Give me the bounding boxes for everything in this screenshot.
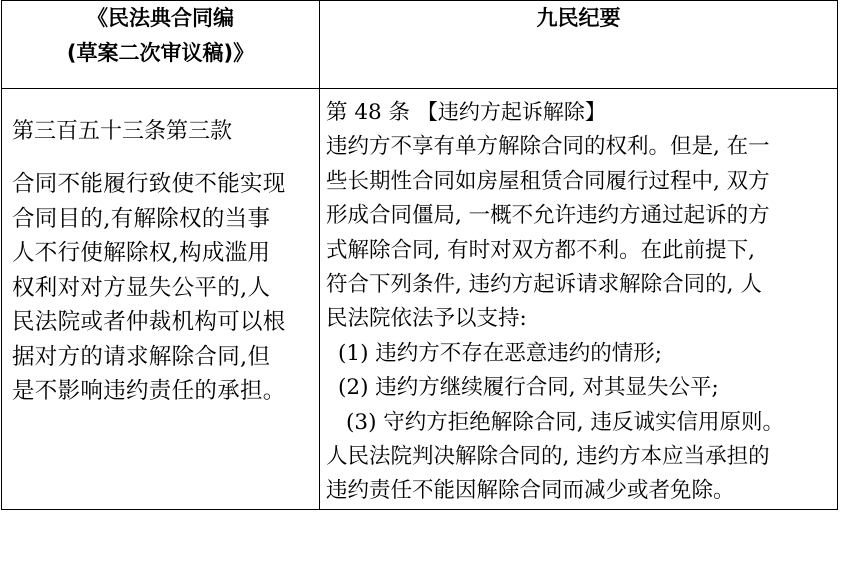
left-article-text xyxy=(12,167,319,409)
left-text-line: 合同目的,有解除权的当事 xyxy=(12,205,271,232)
left-text-line: 合同不能履行致使不能实现 xyxy=(12,171,286,197)
right-text-line: 符合下列条件, 违约方起诉请求解除合同的, 人 xyxy=(326,272,762,298)
header-row xyxy=(2,1,838,89)
right-text-line: 些长期性合同如房屋租赁合同履行过程中, 双方 xyxy=(326,168,770,194)
right-content-cell xyxy=(320,89,838,510)
right-text-line: 违约方不享有单方解除合同的权利。但是, 在一 xyxy=(326,134,770,160)
left-content-cell xyxy=(2,89,320,510)
right-article-title: 【违约方起诉解除】 xyxy=(416,100,606,124)
left-text-line: 据对方的请求解除合同,但 xyxy=(12,343,271,370)
left-text-line: 民法院或者仲裁机构可以根 xyxy=(12,309,286,335)
right-article-number: 第 48 条 xyxy=(326,100,411,125)
left-header-line-1: 《民法典合同编 xyxy=(87,6,234,30)
left-column-header xyxy=(2,1,320,89)
comparison-table xyxy=(1,0,838,510)
right-column-header xyxy=(320,1,838,89)
right-article-heading xyxy=(326,95,837,130)
condition-item-2: (2) 违约方继续履行合同, 对其显失公平; xyxy=(338,375,719,401)
left-text-line: 权利对对方显失公平的,人 xyxy=(12,274,271,301)
content-row xyxy=(2,89,838,510)
left-article-reference: 第三百五十三条第三款 xyxy=(12,119,233,144)
right-text-line: 形成合同僵局, 一概不允许违约方通过起诉的方 xyxy=(326,203,770,229)
left-text-line: 人不行使解除权,构成滥用 xyxy=(12,240,271,266)
left-header-line-2: (草案二次审议稿)》 xyxy=(66,41,255,65)
right-text-line: 式解除合同, 有时对双方都不利。在此前提下, xyxy=(326,237,756,263)
right-text-line: 民法院依法予以支持: xyxy=(326,306,527,332)
right-tail-line: 人民法院判决解除合同的, 违约方本应当承担的 xyxy=(326,444,770,470)
right-header-title: 九民纪要 xyxy=(536,6,621,30)
right-tail-line: 违约责任不能因解除合同而减少或者免除。 xyxy=(326,478,735,504)
condition-item-1: (1) 违约方不存在恶意违约的情形; xyxy=(338,340,663,366)
condition-item-3: (3) 守约方拒绝解除合同, 违反诚实信用原则。 xyxy=(346,409,784,435)
left-text-line: 是不影响违约责任的承担。 xyxy=(12,378,286,404)
